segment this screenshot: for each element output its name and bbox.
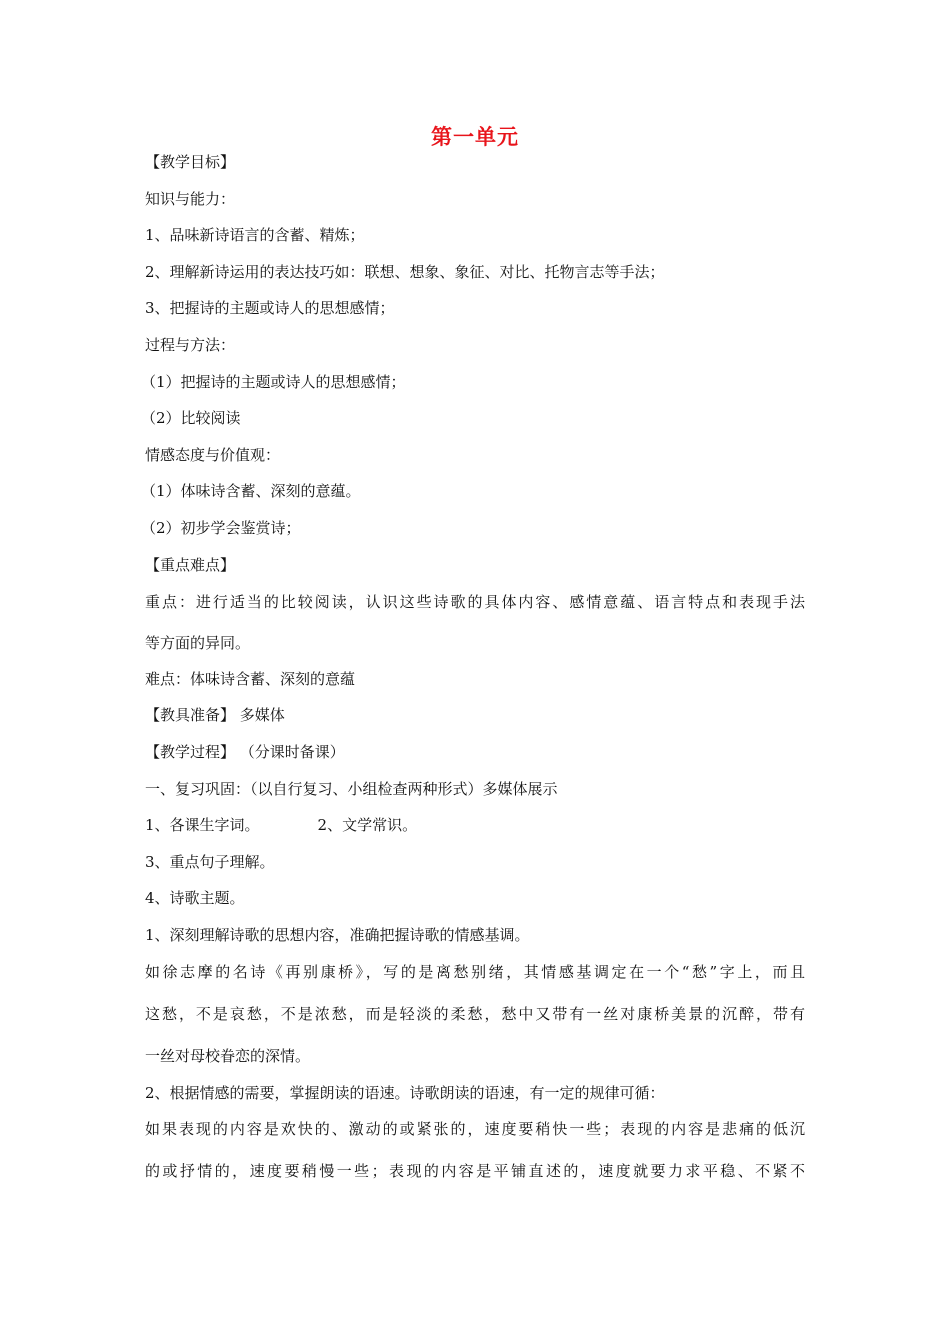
subheading-knowledge: 知识与能力： <box>145 190 236 208</box>
paragraph-line: 如徐志摩的名诗《再别康桥》，写的是离愁别绪，其情感基调定在一个“愁”字上，而且 <box>145 963 805 981</box>
subheading-attitude: 情感态度与价值观： <box>145 446 281 464</box>
paragraph-line: 如果表现的内容是欢快的、激动的或紧张的，速度要稍快一些；表现的内容是悲痛的低沉 <box>145 1120 805 1138</box>
list-item: （1）体味诗含蓄、深刻的意蕴。 <box>141 482 361 500</box>
section-heading-key-points: 【重点难点】 <box>145 556 236 574</box>
document-title: 第一单元 <box>431 124 519 149</box>
section-heading-materials: 【教具准备】 多媒体 <box>145 706 285 724</box>
paragraph-line: 重点：进行适当的比较阅读，认识这些诗歌的具体内容、感情意蕴、语言特点和表现手法 <box>145 593 805 611</box>
list-item: 1、各课生字词。 <box>145 816 260 834</box>
paragraph-line: 这愁，不是哀愁，不是浓愁，而是轻淡的柔愁，愁中又带有一丝对康桥美景的沉醉，带有 <box>145 1005 805 1023</box>
list-item: 1、品味新诗语言的含蓄、精炼； <box>145 226 365 244</box>
paragraph-line: 一丝对母校眷恋的深情。 <box>145 1047 311 1065</box>
paragraph-line: 的或抒情的，速度要稍慢一些；表现的内容是平铺直述的，速度就要力求平稳、不紧不 <box>145 1162 805 1180</box>
list-item: 2、文学常识。 <box>317 816 418 834</box>
subheading-process: 过程与方法： <box>145 336 236 354</box>
list-item-row <box>145 815 417 835</box>
list-item: （2）比较阅读 <box>141 409 241 427</box>
section-heading-process: 【教学过程】 （分课时备课） <box>145 743 345 761</box>
list-item: 1、深刻理解诗歌的思想内容，准确把握诗歌的情感基调。 <box>145 926 530 944</box>
paragraph-line: 等方面的异同。 <box>145 634 251 652</box>
list-item: 3、重点句子理解。 <box>145 853 275 871</box>
list-item: 3、把握诗的主题或诗人的思想感情； <box>145 299 395 317</box>
paragraph-line: 难点：体味诗含蓄、深刻的意蕴 <box>145 670 356 688</box>
list-item: （2）初步学会鉴赏诗； <box>141 519 301 537</box>
paragraph-line: 2、根据情感的需要，掌握朗读的语速。诗歌朗读的语速，有一定的规律可循： <box>145 1084 665 1102</box>
section-heading-objectives: 【教学目标】 <box>145 153 236 171</box>
list-item: 4、诗歌主题。 <box>145 889 245 907</box>
list-item: 2、理解新诗运用的表达技巧如：联想、想象、象征、对比、托物言志等手法； <box>145 263 665 281</box>
paragraph-line: 一、复习巩固：（以自行复习、小组检查两种形式）多媒体展示 <box>145 780 558 798</box>
list-item: （1）把握诗的主题或诗人的思想感情； <box>141 373 406 391</box>
